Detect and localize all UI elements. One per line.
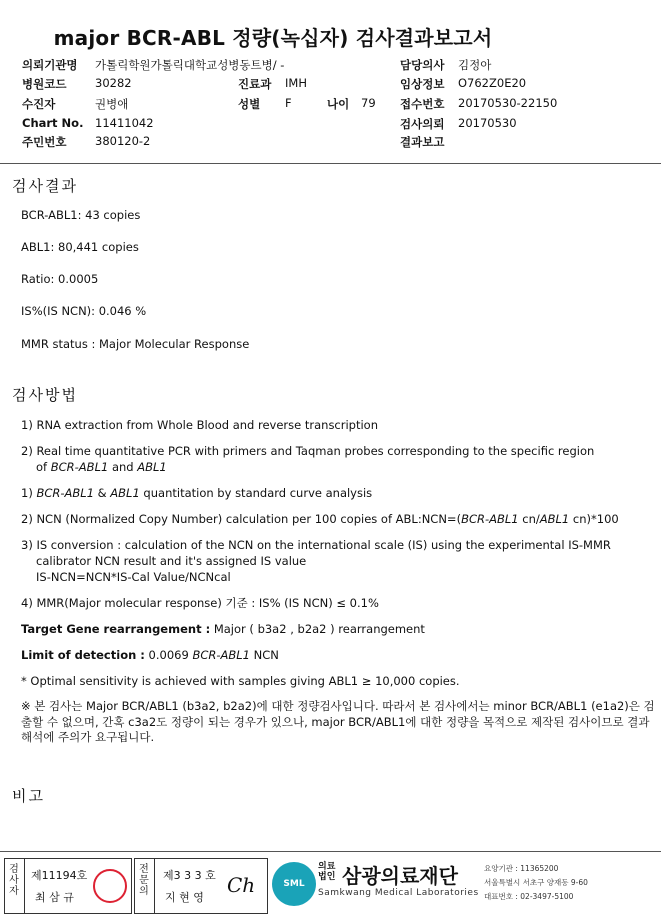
header-receipt-no: 접수번호 bbox=[400, 97, 445, 111]
limit-of-detection: Limit of detection : 0.0069 BCR-ABL1 NCN bbox=[21, 648, 279, 662]
header-patient-value: 권병애 bbox=[95, 97, 129, 111]
header-department-value: IMH bbox=[285, 76, 307, 90]
header-request-date: 검사의뢰 bbox=[400, 117, 445, 131]
header-resident-no-value: 380120-2 bbox=[95, 134, 151, 148]
header-chart-no-value: 11411042 bbox=[95, 116, 154, 130]
report-title: major BCR-ABL 정량(녹십자) 검사결과보고서 bbox=[53, 26, 493, 50]
header-sex-value: F bbox=[285, 96, 292, 110]
header-hospital-code-value: 30282 bbox=[95, 76, 132, 90]
header-physician: 담당의사 bbox=[400, 58, 445, 72]
header-resident-no: 주민번호 bbox=[22, 135, 67, 149]
inspector-box bbox=[4, 858, 132, 914]
sml-logo-icon: SML bbox=[272, 862, 316, 906]
org-name: 삼광의료재단 bbox=[342, 864, 458, 888]
footer-divider bbox=[0, 851, 661, 852]
inspector-name: 최 삼 규 bbox=[35, 891, 74, 904]
results-heading: 검사결과 bbox=[12, 177, 78, 195]
method-note: ※ 본 검사는 Major BCR/ABL1 (b3a2, b2a2)에 대한 정량검사입니다. 따라서 본 검사에서는 minor BCR/ABL1 (e1a2)은 검출할 수 없으며, 간혹 c3a2도 정량이 되는 경우가 있으나, major BCR/ABL1에 대한 정량을 목적으로 제작된 검사이므로 결과해석에 주의가 요구됩니다. bbox=[21, 699, 655, 744]
method-step-rna: 1) RNA extraction from Whole Blood and reverse transcription bbox=[21, 418, 379, 432]
specialist-divider bbox=[154, 859, 155, 913]
target-gene: Target Gene rearrangement : Major ( b3a2 , b2a2 ) rearrangement bbox=[21, 622, 425, 636]
org-prefix: 의료 법인 bbox=[318, 862, 336, 882]
header-department: 진료과 bbox=[238, 77, 272, 91]
inspector-label: 검사자 bbox=[9, 864, 19, 897]
header-age-value: 79 bbox=[361, 96, 376, 110]
specialist-label: 전문의 bbox=[139, 864, 149, 897]
seal-stamp-icon bbox=[93, 869, 127, 903]
method-step-is-conversion: 3) IS conversion : calculation of the NCN on the international scale (IS) using the experimental IS-MMR bbox=[21, 538, 611, 552]
header-institution: 의뢰기관명 bbox=[22, 58, 78, 72]
result-abl1: ABL1: 80,441 copies bbox=[21, 240, 139, 254]
header-age: 나이 bbox=[327, 97, 350, 111]
specialist-license: 제3 3 3 호 bbox=[163, 869, 216, 882]
org-code: 요양기관 : 11365200 bbox=[484, 864, 559, 873]
method-step-ncn: 2) NCN (Normalized Copy Number) calculation per 100 copies of ABL:NCN=(BCR-ABL1 cn/ABL1 cn)*100 bbox=[21, 512, 619, 526]
method-step-pcr: 2) Real time quantitative PCR with primers and Taqman probes corresponding to the specific region bbox=[21, 444, 595, 458]
header-clinical-info-value: O762Z0E20 bbox=[458, 76, 527, 90]
specialist-box bbox=[134, 858, 268, 914]
result-is-percent: IS%(IS NCN): 0.046 % bbox=[21, 304, 147, 318]
header-report-date: 결과보고 bbox=[400, 135, 445, 149]
org-address: 서울특별시 서초구 양재동 9-60 bbox=[484, 878, 588, 887]
signature-icon: Ch bbox=[227, 873, 256, 897]
method-step-quantitation: 1) BCR-ABL1 & ABL1 quantitation by standard curve analysis bbox=[21, 486, 373, 500]
header-patient: 수진자 bbox=[22, 97, 56, 111]
org-tel: 대표번호 : 02-3497-5100 bbox=[484, 892, 574, 901]
org-name-en: Samkwang Medical Laboratories bbox=[318, 888, 479, 898]
header-sex: 성별 bbox=[238, 97, 261, 111]
header-request-date-value: 20170530 bbox=[458, 116, 517, 130]
header-divider bbox=[0, 163, 661, 164]
specialist-name: 지 현 영 bbox=[165, 891, 204, 904]
method-step-is-formula: IS-NCN=NCN*IS-Cal Value/NCNcal bbox=[36, 570, 231, 584]
header-physician-value: 김정아 bbox=[458, 58, 492, 72]
header-clinical-info: 임상정보 bbox=[400, 77, 445, 91]
header-institution-value: 가톨릭학원가톨릭대학교성병동트병/ - bbox=[95, 58, 285, 72]
method-step-is-calibrator: calibrator NCN result and it's assigned IS value bbox=[36, 554, 307, 568]
result-ratio: Ratio: 0.0005 bbox=[21, 272, 99, 286]
inspector-divider bbox=[24, 859, 25, 913]
inspector-license: 제11194호 bbox=[31, 869, 88, 882]
header-chart-no: Chart No. bbox=[22, 116, 84, 130]
method-step-mmr: 4) MMR(Major molecular response) 기준 : IS% (IS NCN) ≤ 0.1% bbox=[21, 596, 379, 610]
method-heading: 검사방법 bbox=[12, 386, 78, 404]
optimal-sensitivity: * Optimal sensitivity is achieved with samples giving ABL1 ≥ 10,000 copies. bbox=[21, 674, 460, 688]
method-step-pcr-region: of BCR-ABL1 and ABL1 bbox=[36, 460, 167, 474]
header-receipt-no-value: 20170530-22150 bbox=[458, 96, 558, 110]
remarks-heading: 비고 bbox=[12, 787, 45, 805]
header-hospital-code: 병원코드 bbox=[22, 77, 67, 91]
result-mmr-status: MMR status : Major Molecular Response bbox=[21, 337, 250, 351]
result-bcr-abl1: BCR-ABL1: 43 copies bbox=[21, 208, 141, 222]
